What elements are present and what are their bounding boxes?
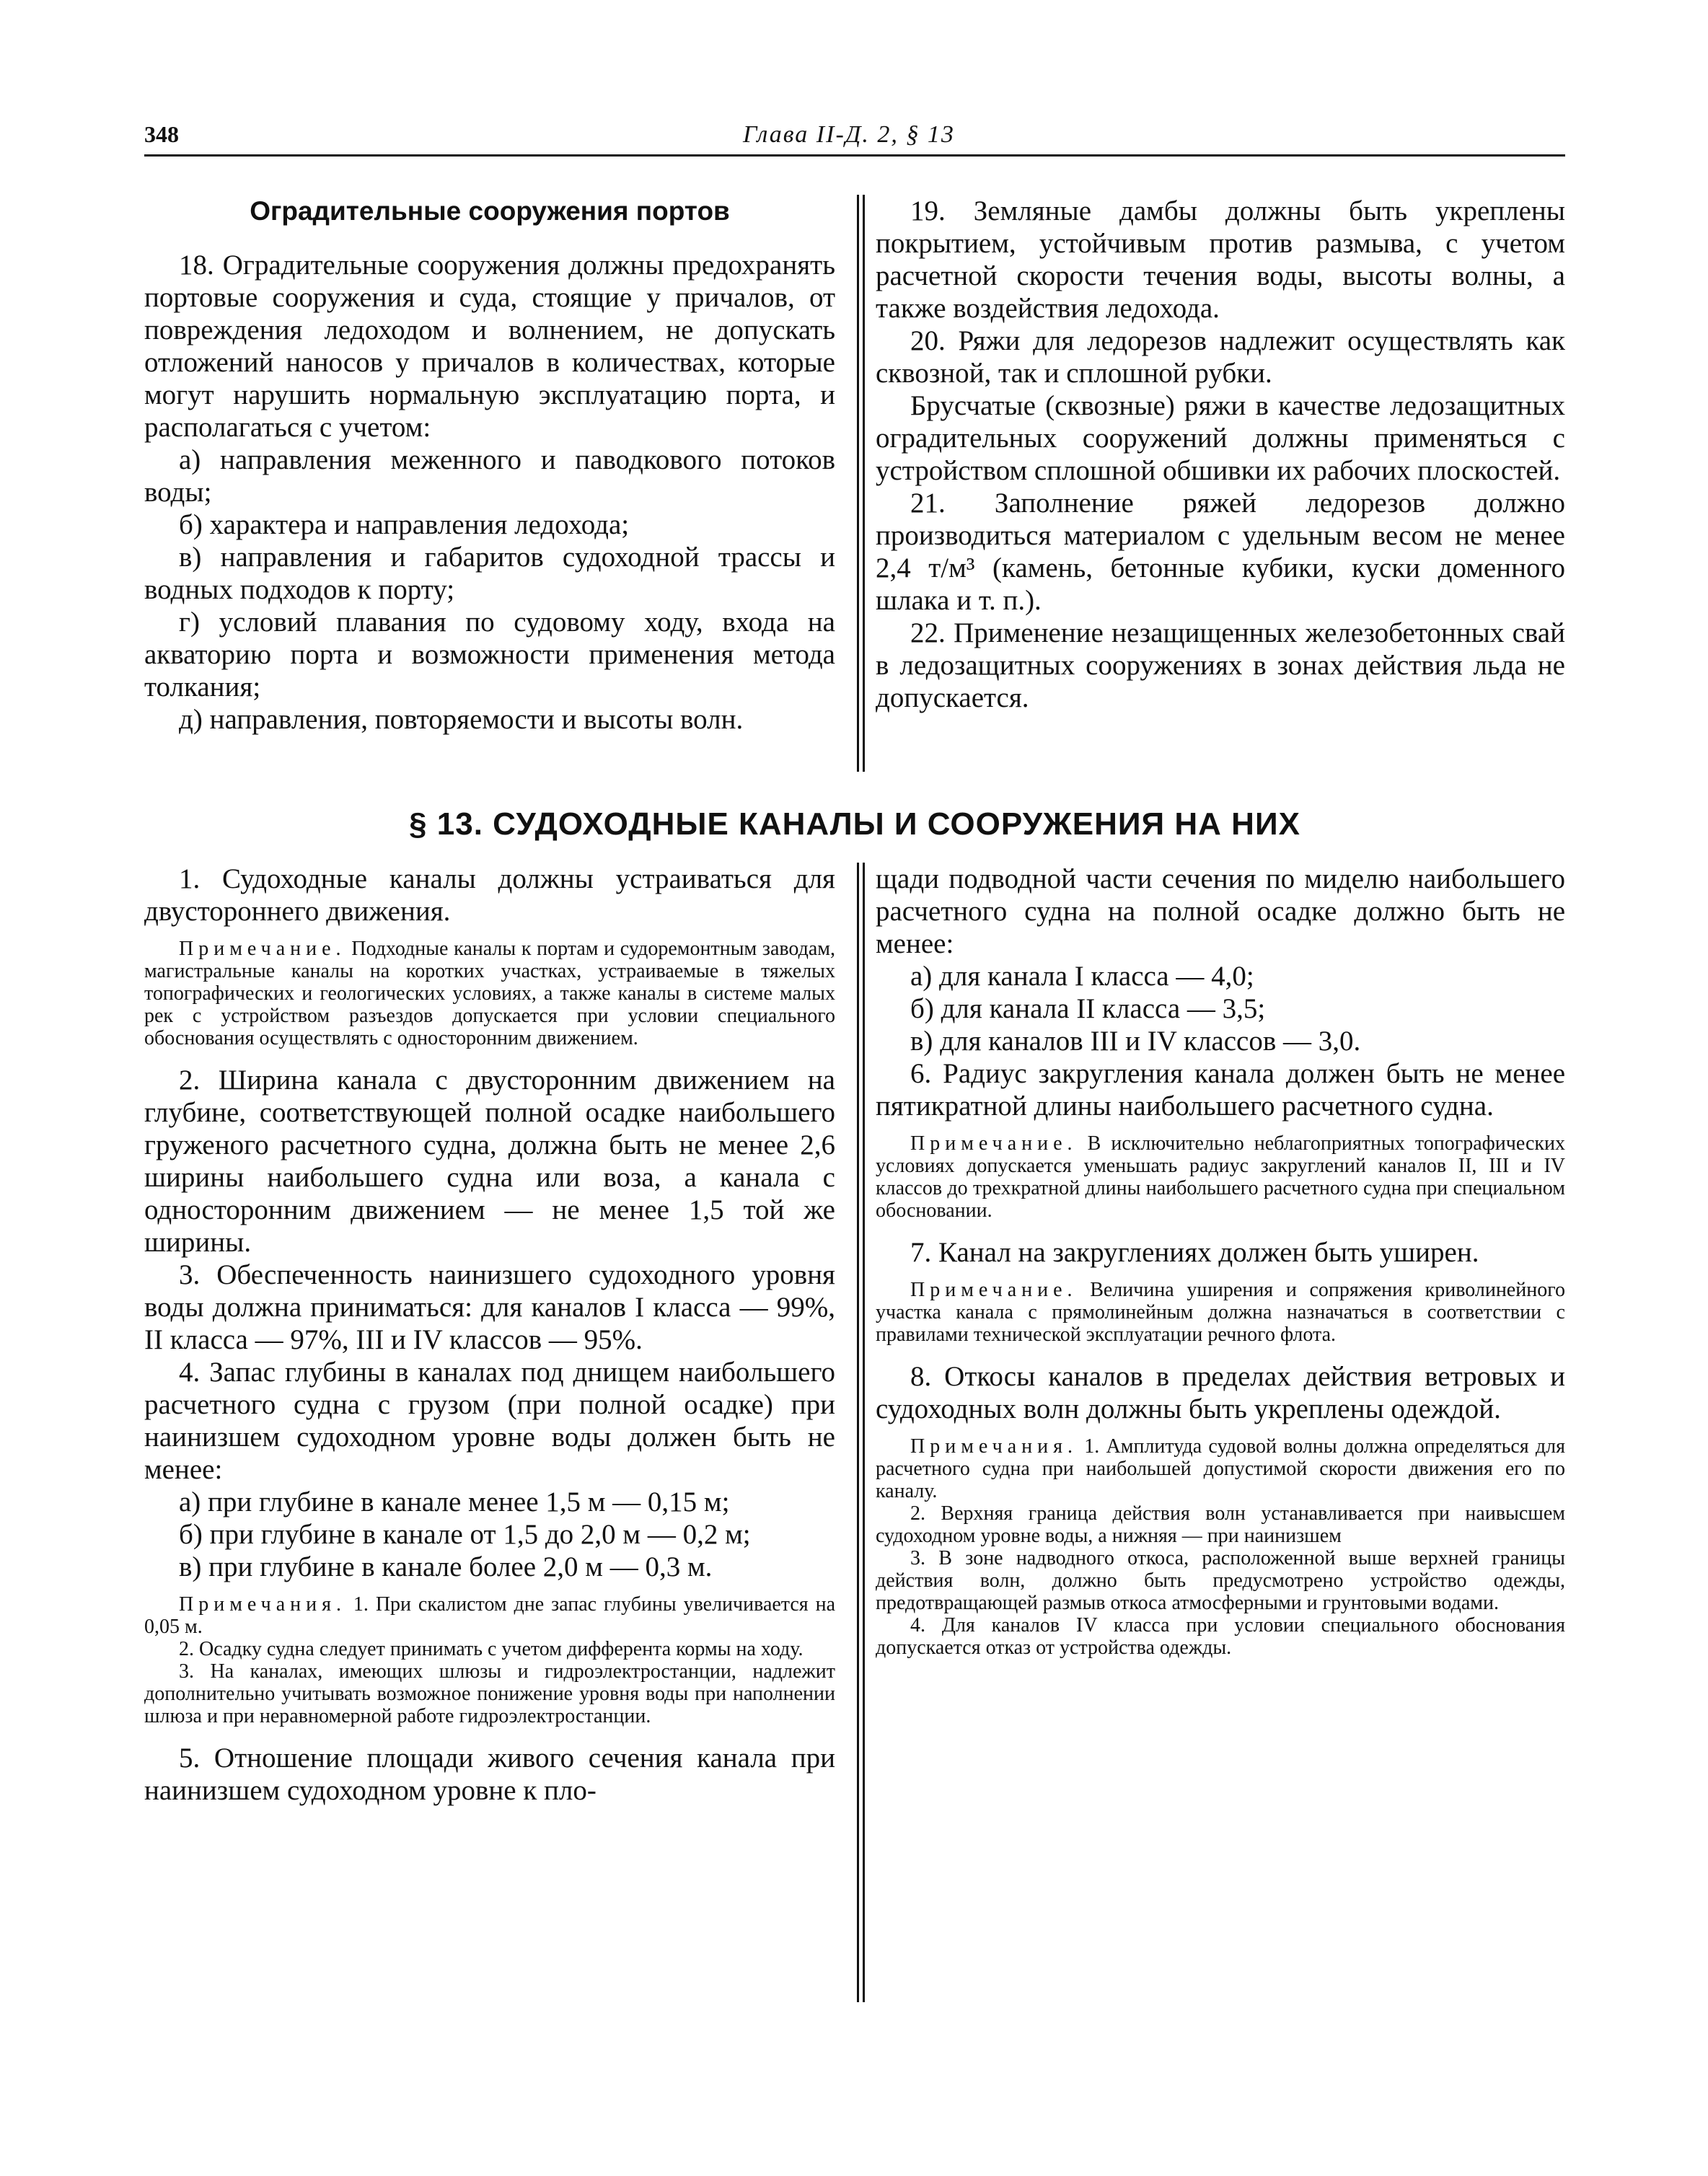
paragraph: Брусчатые (сквозные) ряжи в качестве ледозащитных оградительных сооружений должны применяться с устройством сплошной обшивки их рабочих плоскостей. [876, 390, 1565, 486]
paragraph-7: 7. Канал на закруглениях должен быть уширен. [910, 1237, 1479, 1268]
note [876, 1279, 1565, 1346]
paragraph-8: 8. Откосы каналов в пределах действия ветровых и судоходных волн должны быть укреплены одеждой. [876, 1361, 1565, 1424]
note-label: Примечания. [910, 1435, 1078, 1458]
paragraph-1: 1. Судоходные каналы должны устраиваться для двустороннего движения. [144, 863, 835, 927]
paragraph-4: 4. Запас глубины в каналах под днищем наибольшего расчетного судна с грузом (при полной осадке) при наинизшем судоходном уровне воды должен быть не менее: [144, 1357, 835, 1485]
paragraph-21: 21. Заполнение ряжей ледорезов должно производиться материалом с удельным весом не менее 2,4 т/м³ (камень, бетонные кубики, куски доменного шлака и т. п.). [876, 488, 1565, 616]
page-number: 348 [144, 121, 179, 147]
header-rule [144, 154, 1565, 157]
note-text: 2. Осадку судна следует принимать с учетом дифферента кормы на ходу. [179, 1638, 804, 1660]
paragraph-continuation: щади подводной части сечения по миделю наибольшего расчетного судна на полной осадке должно быть не менее: [876, 863, 1565, 959]
paragraph-18: 18. Оградительные сооружения должны предохранять портовые сооружения и суда, стоящие у причалов, от повреждения ледоходом и волнением, не допускать отложений наносов у причалов в количествах, которые могут нарушить нормальную эксплуатацию порта, и располагаться с учетом: [144, 250, 835, 443]
list-item: в) направления и габаритов судоходной трассы и водных подходов к порту; [144, 542, 835, 605]
note-text: Подходные каналы к портам и судоремонтным заводам, магистральные каналы на коротких участках, устраиваемые в тяжелых топографических и геологических условиях, а также каналы в системе малых рек с устройством разъездов допускается при условии специального обоснования осуществлять с односторонним движением. [144, 938, 835, 1049]
paragraph-6: 6. Радиус закругления канала должен быть не менее пятикратной длины наибольшего расчетного судна. [876, 1058, 1565, 1122]
note-text: 2. Верхняя граница действия волн устанавливается при наивысшем судоходном уровне воды, а нижняя — при наинизшем [876, 1502, 1565, 1547]
note-label: Примечание. [910, 1132, 1078, 1155]
note-text: 1. При скалистом дне запас глубины увеличивается на 0,05 м. [144, 1593, 835, 1638]
section-heading: § 13. СУДОХОДНЫЕ КАНАЛЫ И СООРУЖЕНИЯ НА НИХ [409, 806, 1300, 842]
note [144, 1593, 835, 1727]
column-divider [857, 195, 859, 772]
list-item: а) для канала I класса — 4,0; [910, 961, 1254, 992]
list-item: б) при глубине в канале от 1,5 до 2,0 м — 0,2 м; [179, 1519, 751, 1550]
list-item: б) для канала II класса — 3,5; [910, 993, 1266, 1024]
note-label: Примечание. [910, 1279, 1078, 1301]
list-item: в) для каналов III и IV классов — 3,0. [910, 1026, 1361, 1057]
subsection-title: Оградительные сооружения портов [250, 196, 730, 226]
page-header [144, 121, 1565, 156]
note [876, 1435, 1565, 1659]
list-item: б) характера и направления ледохода; [179, 509, 630, 540]
top-right-column [876, 195, 1565, 714]
column-divider [863, 863, 865, 2002]
note-text: 3. В зоне надводного откоса, расположенной выше верхней границы действия волн, должно быть предусмотрено устройство одежды, предотвращающей размыв откоса атмосферными и грунтовыми водами. [876, 1547, 1565, 1614]
note-text: Величина уширения и сопряжения криволинейного участка канала с прямолинейным должна назначаться в соответствии с правилами технической эксплуатации речного флота. [876, 1279, 1565, 1346]
note-text: В исключительно неблагоприятных топографических условиях допускается уменьшать радиус закруглений каналов II, III и IV классов до трехкратной длины наибольшего расчетного судна при специальном обосновании. [876, 1132, 1565, 1222]
note-text: 4. Для каналов IV класса при условии специального обоснования допускается отказ от устройства одежды. [876, 1614, 1565, 1659]
paragraph-19: 19. Земляные дамбы должны быть укреплены покрытием, устойчивым против размыва, с учетом расчетной скорости течения воды, высоты волны, а также воздействия ледохода. [876, 195, 1565, 324]
note-label: Примечания. [179, 1593, 347, 1616]
note-label: Примечание. [179, 938, 346, 960]
paragraph-22: 22. Применение незащищенных железобетонных свай в ледозащитных сооружениях в зонах действия льда не допускается. [876, 617, 1565, 713]
bottom-left-column [144, 863, 835, 1807]
note [144, 938, 835, 1049]
note [876, 1132, 1565, 1222]
bottom-right-column [876, 863, 1565, 1673]
column-divider [863, 195, 865, 772]
list-item: а) направления меженного и паводкового потоков воды; [144, 444, 835, 508]
paragraph-5: 5. Отношение площади живого сечения канала при наинизшем судоходном уровне к пло- [144, 1743, 835, 1806]
list-item: д) направления, повторяемости и высоты волн. [179, 704, 744, 735]
note-text: 3. На каналах, имеющих шлюзы и гидроэлектростанции, надлежит дополнительно учитывать возможное понижение уровня воды при наполнении шлюза и при неравномерной работе гидроэлектростанции. [144, 1660, 835, 1727]
paragraph-3: 3. Обеспеченность наинизшего судоходного уровня воды должна приниматься: для каналов I класса — 99%, II класса — 97%, III и IV классов — 95%. [144, 1259, 835, 1355]
paragraph-20: 20. Ряжи для ледорезов надлежит осуществлять как сквозной, так и сплошной рубки. [876, 325, 1565, 389]
column-divider [857, 863, 859, 2002]
note-text: 1. Амплитуда судовой волны должна определяться для расчетного судна при наибольшей допустимой скорости движения его по каналу. [876, 1435, 1565, 1502]
top-left-column [144, 195, 835, 736]
paragraph-2: 2. Ширина канала с двусторонним движением на глубине, соответствующей полной осадке наибольшего груженого расчетного судна, должна быть не менее 2,6 ширины наибольшего судна или воза, а канала с односторонним движением — не менее 1,5 той же ширины. [144, 1065, 835, 1258]
list-item: а) при глубине в канале менее 1,5 м — 0,15 м; [179, 1486, 730, 1518]
running-head: Глава II-Д. 2, § 13 [743, 121, 955, 148]
list-item: г) условий плавания по судовому ходу, входа на акваторию порта и возможности применения метода толкания; [144, 607, 835, 702]
list-item: в) при глубине в канале более 2,0 м — 0,3 м. [179, 1551, 713, 1582]
